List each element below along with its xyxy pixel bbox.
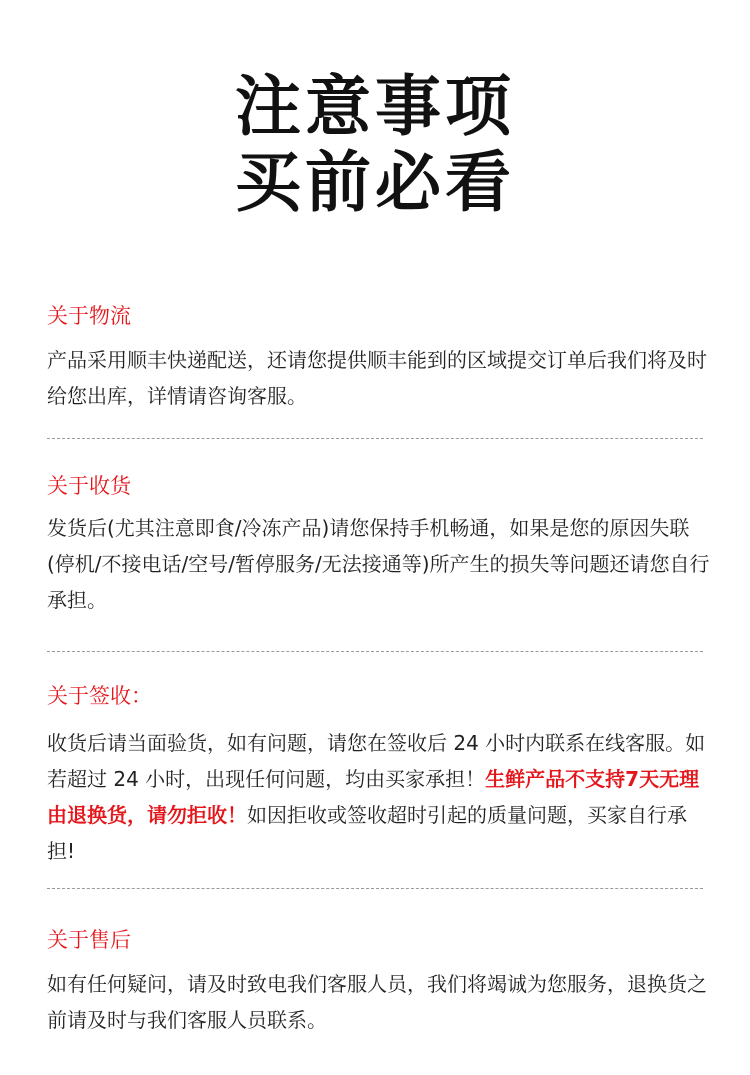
aftersales-text: 如有任何疑问，请及时致电我们客服人员，我们将竭诚为您服务，退换货之前请及时与我们客服人员联系。: [47, 972, 707, 1032]
page-title-line-1: 注意事项: [235, 68, 515, 145]
receiving-heading: 关于收货: [47, 474, 131, 498]
logistics-heading: 关于物流: [47, 304, 131, 328]
section-divider: [47, 438, 703, 439]
signing-warning-text: 生鲜产品不支持7天无理由退换货，请勿拒收！: [47, 767, 700, 827]
section-divider: [47, 888, 703, 889]
signing-heading: 关于签收：: [47, 684, 152, 708]
section-divider: [47, 651, 703, 652]
logistics-text: 产品采用顺丰快递配送，还请您提供顺丰能到的区域提交订单后我们将及时给您出库，详情请咨询客服。: [47, 348, 707, 408]
signing-text-part2: 如因拒收或签收超时引起的质量问题，买家自行承担!: [47, 803, 687, 863]
signing-text: [47, 725, 715, 869]
page-title-line-2: 买前必看: [235, 144, 515, 221]
receiving-text: 发货后(尤其注意即食/冷冻产品)请您保持手机畅通，如果是您的原因失联(停机/不接电话/空号/暂停服务/无法接通等)所产生的损失等问题还请您自行承担。: [47, 516, 710, 612]
aftersales-heading: 关于售后: [47, 928, 131, 952]
signing-text-part1: 收货后请当面验货，如有问题，请您在签收后 24 小时内联系在线客服。如若超过 24 小时，出现任何问题，均由买家承担！: [47, 731, 706, 791]
